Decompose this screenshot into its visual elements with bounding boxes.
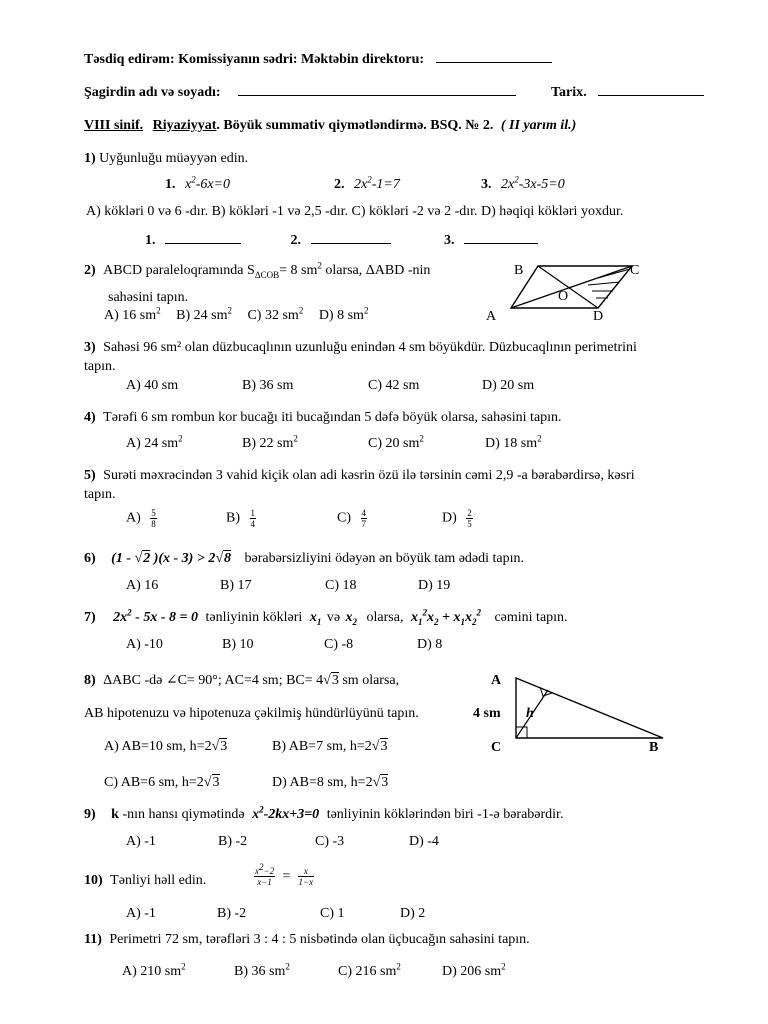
q8-label-a: A bbox=[491, 673, 502, 688]
q1-blank1 bbox=[165, 231, 241, 244]
q1-prompt: Uyğunluğu müəyyən edin. bbox=[99, 151, 249, 166]
q7-option-d: D) 8 bbox=[417, 637, 443, 652]
q10-number: 10) bbox=[84, 873, 103, 888]
q8-option-c: C) AB=6 sm, h=2√3 bbox=[104, 775, 220, 790]
q8-option-a: A) AB=10 sm, h=2√3 bbox=[104, 739, 228, 754]
student-name-blank bbox=[238, 83, 516, 96]
q2-text-a: ABCD paraleloqramında S bbox=[103, 263, 255, 278]
q1-eq3-number: 3. bbox=[481, 177, 492, 192]
q11-prompt: Perimetri 72 sm, tərəfləri 3 : 4 : 5 nisbətində olan üçbucağın sahəsini tapın. bbox=[109, 932, 530, 947]
subject-label: Riyaziyyat bbox=[152, 118, 217, 133]
q9-option-a: A) -1 bbox=[126, 834, 156, 849]
q8-text-b: 3 bbox=[331, 673, 339, 688]
q4-option-d: D) 18 $sm^2$ bbox=[485, 433, 542, 451]
q8-text: 8) ΔABC -də ∠C= 90°; AC=4 sm; BC= 4√3 sm olarsa, bbox=[84, 673, 400, 688]
approval-line bbox=[84, 50, 552, 68]
q5-text2: tapın. bbox=[84, 487, 116, 502]
q2-subscript: ΔCOB bbox=[254, 269, 280, 280]
q2-label-d: D bbox=[593, 309, 604, 324]
q7-text: 7) $2x^2 - 5x - 8 = 0$ tənliyinin kökləri $x_1$ və $x_2$ olarsa, $x_1^2x_2 + x_1x_2^2$ cəmini tapın. bbox=[84, 607, 568, 627]
q2-label-c: C bbox=[630, 263, 640, 278]
q8-option-d: D) AB=8 sm, h=2√3 bbox=[272, 775, 389, 790]
q1-options: A) kökləri 0 və 6 -dır. B) kökləri -1 və 2,5 -dır. C) kökləri -2 və 2 -dır. D) həqiqi kökləri yoxdur. bbox=[86, 204, 624, 219]
q1-eq2-number: 2. bbox=[334, 177, 345, 192]
q11-text bbox=[84, 932, 530, 948]
q3-option-a: A) 40 sm bbox=[126, 378, 179, 393]
q2-number: 2) bbox=[84, 263, 96, 278]
q9-number: 9) bbox=[84, 807, 96, 822]
student-line bbox=[84, 83, 516, 101]
q11-number: 11) bbox=[84, 932, 102, 947]
q7-option-c: C) -8 bbox=[324, 637, 354, 652]
student-label: Şagirdin adı və soyadı: bbox=[84, 85, 221, 100]
q9-option-b: B) -2 bbox=[218, 834, 248, 849]
q5-option-d: D) $\frac{2}{5}$ bbox=[442, 508, 472, 529]
q10-option-d: D) 2 bbox=[400, 906, 426, 921]
date-blank bbox=[598, 83, 704, 96]
q6-inequality: (1 - √2 )(x - 3) > 2√8 bbox=[111, 551, 231, 566]
q8-text-c: sm olarsa, bbox=[338, 673, 400, 688]
class-label: VIII sinif. bbox=[84, 118, 144, 133]
q1-number: 1) bbox=[84, 151, 96, 166]
q3-option-c: C) 42 sm bbox=[368, 378, 420, 393]
q3-number: 3) bbox=[84, 340, 96, 355]
q3-prompt: Sahəsi 96 sm² olan düzbucaqlının uzunluğu enindən 4 sm böyükdür. Düzbucaqlının perimetrini bbox=[103, 340, 637, 355]
q11-option-a: A) 210 $sm^2$ bbox=[122, 961, 186, 979]
q6-prompt: bərabərsizliyini ödəyən ən böyük tam ədədi tapın. bbox=[244, 551, 525, 566]
q5-option-b: B) $\frac{1}{4}$ bbox=[226, 508, 255, 529]
q8-label-side: 4 sm bbox=[473, 706, 501, 721]
q2-option-b: B) 24 sm bbox=[176, 308, 228, 323]
q2-option-c: C) 32 sm bbox=[247, 308, 299, 323]
q2-text-c: olarsa, ΔABD -nin bbox=[321, 263, 431, 278]
q2-text2: sahəsini tapın. bbox=[108, 290, 189, 305]
q2-label-a: A bbox=[486, 309, 497, 324]
q1-blank3-label: 3. bbox=[444, 233, 455, 248]
q6-text bbox=[84, 551, 524, 567]
q7-number: 7) bbox=[84, 610, 96, 625]
q1-eq1: 1. $x^2-6x=0$ bbox=[165, 174, 231, 192]
q5-number: 5) bbox=[84, 468, 96, 483]
date-label: Tarix. bbox=[551, 85, 587, 100]
q1-blank2 bbox=[311, 231, 391, 244]
q8-label-c: C bbox=[491, 740, 502, 755]
q7-option-a: A) -10 bbox=[126, 637, 163, 652]
q8-label-b: B bbox=[649, 740, 659, 755]
q4-number: 4) bbox=[84, 410, 96, 425]
q8-label-h: h bbox=[526, 706, 534, 721]
q2-options: A) 16 $sm^2$ B) 24 $sm^2$ C) 32 $sm^2$ D) 8 $sm^2$ bbox=[104, 305, 369, 323]
q11-option-d: D) 206 $sm^2$ bbox=[442, 961, 506, 979]
q3-option-d: D) 20 sm bbox=[482, 378, 535, 393]
q8-text-a: ΔABC -də ∠C= 90°; AC=4 sm; BC= 4 bbox=[103, 673, 324, 688]
q2-option-d: D) 8 sm bbox=[318, 308, 364, 323]
q5-text bbox=[84, 468, 635, 484]
q4-prompt: Tərəfi 6 sm rombun kor bucağı iti bucağından 5 dəfə böyük olarsa, sahəsini tapın. bbox=[103, 410, 562, 425]
q9-option-d: D) -4 bbox=[409, 834, 439, 849]
q4-text bbox=[84, 410, 562, 426]
q7-option-b: B) 10 bbox=[222, 637, 254, 652]
q1-blank2-label: 2. bbox=[290, 233, 301, 248]
page-title bbox=[84, 118, 576, 134]
q10-equation: $\frac{x^2-2}{x-1}$ = $\frac{x}{1-x}$ bbox=[255, 862, 314, 887]
q3-text bbox=[84, 340, 637, 356]
q10-option-c: C) 1 bbox=[320, 906, 345, 921]
date-line bbox=[551, 83, 704, 101]
q1-eq2: 2. $2x^2-1=7$ bbox=[334, 174, 400, 192]
q6-option-c: C) 18 bbox=[325, 578, 357, 593]
q2-option-a: A) 16 sm bbox=[104, 308, 157, 323]
q8-text2: AB hipotenuzu və hipotenuza çəkilmiş hündürlüyünü tapın. bbox=[84, 706, 419, 721]
q10-option-b: B) -2 bbox=[217, 906, 247, 921]
q6-number: 6) bbox=[84, 551, 96, 566]
semester-label: ( II yarım il.) bbox=[500, 118, 577, 133]
q1-eq3: 3. $2x^2-3x-5=0$ bbox=[481, 174, 565, 192]
q8-option-b: B) AB=7 sm, h=2√3 bbox=[272, 739, 388, 754]
q2-label-b: B bbox=[514, 263, 524, 278]
q9-option-c: C) -3 bbox=[315, 834, 345, 849]
q1-answer-blanks bbox=[145, 231, 538, 249]
q5-prompt: Surəti məxrəcindən 3 vahid kiçik olan adi kəsrin özü ilə tərsinin cəmi 2,9 -a bərabərdirsə, kəsri bbox=[103, 468, 635, 483]
q11-option-c: C) 216 $sm^2$ bbox=[338, 961, 401, 979]
q1-blank1-label: 1. bbox=[145, 233, 156, 248]
q2-label-o: O bbox=[558, 289, 569, 304]
q5-option-a: A) $\frac{5}{8}$ bbox=[126, 508, 156, 529]
q3-option-b: B) 36 sm bbox=[242, 378, 294, 393]
q10-prompt: Tənliyi həll edin. bbox=[110, 873, 207, 888]
q1-text bbox=[84, 151, 248, 167]
q6-option-a: A) 16 bbox=[126, 578, 159, 593]
q4-option-c: C) 20 $sm^2$ bbox=[368, 433, 424, 451]
director-blank bbox=[436, 50, 552, 63]
q10-option-a: A) -1 bbox=[126, 906, 156, 921]
q4-option-b: B) 22 $sm^2$ bbox=[242, 433, 298, 451]
q6-option-b: B) 17 bbox=[220, 578, 252, 593]
q1-eq1-number: 1. bbox=[165, 177, 176, 192]
q6-option-d: D) 19 bbox=[418, 578, 451, 593]
q2-text-b: = 8 sm bbox=[279, 263, 318, 278]
q5-option-c: C) $\frac{4}{7}$ bbox=[337, 508, 366, 529]
q3-text2: tapın. bbox=[84, 359, 116, 374]
approval-text: Təsdiq edirəm: Komissiyanın sədri: Məktəbin direktoru: bbox=[84, 52, 425, 67]
q8-number: 8) bbox=[84, 673, 96, 688]
q2-text: 2) ABCD paraleloqramında $S_{\Delta COB}= 8$ $sm^2$ olarsa, ΔABD -nin bbox=[84, 260, 431, 280]
q10-text bbox=[84, 873, 206, 889]
q1-blank3 bbox=[464, 231, 538, 244]
q4-option-a: A) 24 $sm^2$ bbox=[126, 433, 183, 451]
q11-option-b: B) 36 $sm^2$ bbox=[234, 961, 290, 979]
title-rest: . Böyük summativ qiymətləndirmə. BSQ. № 2. bbox=[216, 118, 494, 133]
q9-text: 9) k -nın hansı qiymətində $x^2-2kx+3=0$ tənliyinin köklərindən biri -1-ə bərabərdir. bbox=[84, 804, 564, 822]
